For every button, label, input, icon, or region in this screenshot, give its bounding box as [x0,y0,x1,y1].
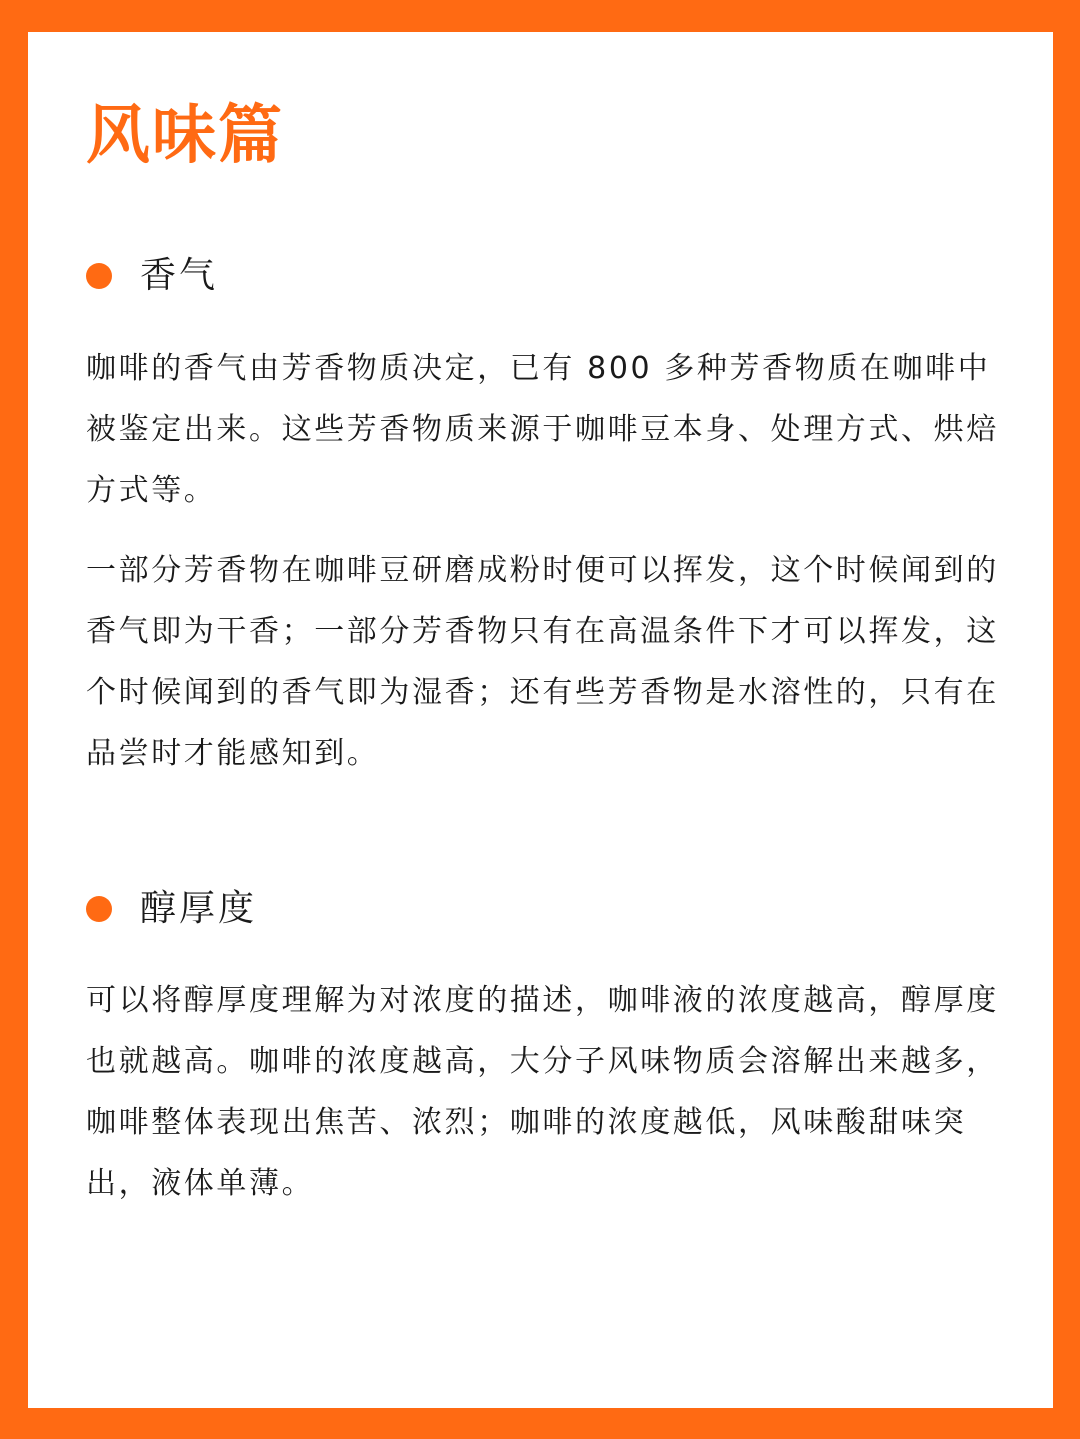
aroma-paragraph-1: 咖啡的香气由芳香物质决定，已有 800 多种芳香物质在咖啡中被鉴定出来。这些芳香物质来源于咖啡豆本身、处理方式、烘焙方式等。 [86,351,999,508]
bullet-dot-icon [86,896,112,922]
body-paragraph-1: 可以将醇厚度理解为对浓度的描述，咖啡液的浓度越高，醇厚度也就越高。咖啡的浓度越高，大分子风味物质会溶解出来越多，咖啡整体表现出焦苦、浓烈；咖啡的浓度越低，风味酸甜味突出，液体单薄。 [86,983,999,1201]
content-card [28,32,1053,1408]
section-heading-aroma [86,254,218,297]
aroma-paragraph-2: 一部分芳香物在咖啡豆研磨成粉时便可以挥发，这个时候闻到的香气即为干香；一部分芳香物只有在高温条件下才可以挥发，这个时候闻到的香气即为湿香；还有些芳香物是水溶性的，只有在品尝时才能感知到。 [86,553,999,771]
bullet-dot-icon [86,263,112,289]
page-title: 风味篇 [86,99,284,173]
section-heading-text: 香气 [140,255,219,296]
section-heading-text: 醇厚度 [140,888,258,929]
section-heading-body [86,887,257,930]
